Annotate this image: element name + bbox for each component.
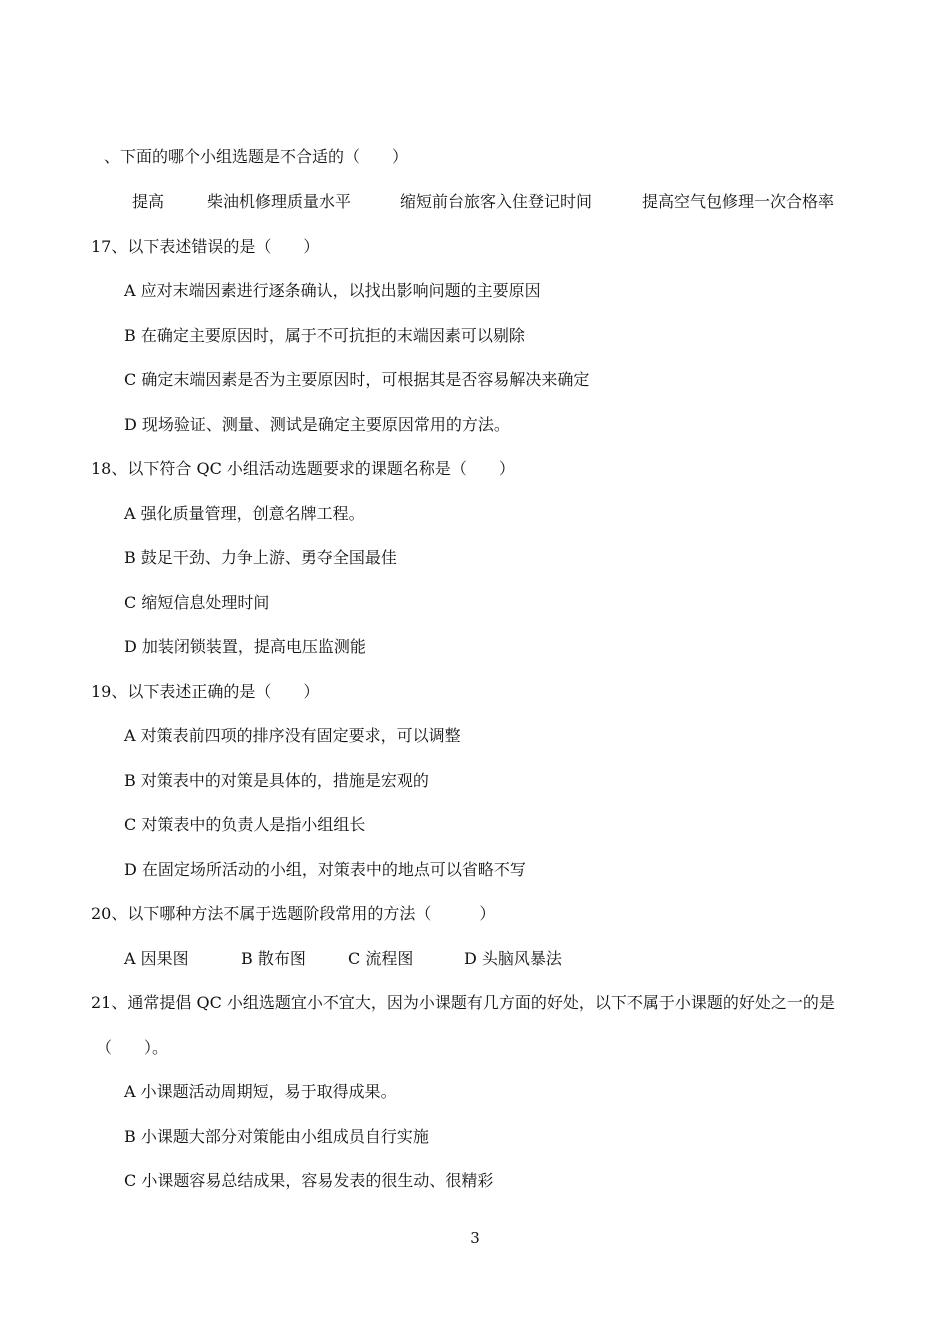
question-20-option-a: A 因果图 bbox=[124, 949, 189, 968]
question-21-option-c: C 小课题容易总结成果，容易发表的很生动、很精彩 bbox=[124, 1171, 494, 1190]
question-21-option-b: B 小课题大部分对策能由小组成员自行实施 bbox=[124, 1127, 429, 1146]
question-20-option-d: D 头脑风暴法 bbox=[464, 949, 562, 968]
question-17-option-a: A 应对末端因素进行逐条确认，以找出影响问题的主要原因 bbox=[124, 281, 541, 300]
question-16-options bbox=[132, 191, 852, 213]
question-19-option-b: B 对策表中的对策是具体的，措施是宏观的 bbox=[124, 771, 429, 790]
question-17-stem: 17、以下表述错误的是（ ） bbox=[91, 237, 320, 256]
question-18-option-a: A 强化质量管理，创意名牌工程。 bbox=[124, 504, 365, 523]
question-18-option-d: D 加装闭锁装置，提高电压监测能 bbox=[124, 637, 366, 656]
question-21-option-a: A 小课题活动周期短，易于取得成果。 bbox=[124, 1082, 397, 1101]
question-17-option-b: B 在确定主要原因时，属于不可抗拒的末端因素可以剔除 bbox=[124, 326, 525, 345]
page-number: 3 bbox=[470, 1229, 480, 1247]
question-20-option-b: B 散布图 bbox=[241, 949, 306, 968]
question-19-option-d: D 在固定场所活动的小组，对策表中的地点可以省略不写 bbox=[124, 860, 526, 879]
question-21-stem-continued: （ ）。 bbox=[96, 1038, 169, 1057]
question-20-option-c: C 流程图 bbox=[348, 949, 414, 968]
question-19-stem: 19、以下表述正确的是（ ） bbox=[91, 682, 320, 701]
question-19-option-c: C 对策表中的负责人是指小组组长 bbox=[124, 815, 366, 834]
question-16-option-4: 提高空气包修理一次合格率 bbox=[642, 192, 835, 211]
question-18-option-b: B 鼓足干劲、力争上游、勇夺全国最佳 bbox=[124, 548, 397, 567]
question-16-option-3: 缩短前台旅客入住登记时间 bbox=[400, 192, 593, 211]
question-16-stem: 、下面的哪个小组选题是不合适的（ ） bbox=[104, 147, 409, 166]
question-19-option-a: A 对策表前四项的排序没有固定要求，可以调整 bbox=[124, 726, 461, 745]
question-17-option-c: C 确定末端因素是否为主要原因时，可根据其是否容易解决来确定 bbox=[124, 370, 590, 389]
question-20-options bbox=[124, 948, 562, 970]
question-18-stem: 18、以下符合 QC 小组活动选题要求的课题名称是（ ） bbox=[91, 459, 515, 478]
question-16-option-2: 柴油机修理质量水平 bbox=[207, 192, 352, 211]
question-17-option-d: D 现场验证、测量、测试是确定主要原因常用的方法。 bbox=[124, 415, 510, 434]
question-21-stem: 21、通常提倡 QC 小组选题宜小不宜大，因为小课题有几方面的好处，以下不属于小课题的好处之一的是 bbox=[91, 993, 835, 1012]
question-20-stem: 20、以下哪种方法不属于选题阶段常用的方法（ ） bbox=[91, 904, 496, 923]
question-16-option-1: 提高 bbox=[132, 192, 165, 211]
question-18-option-c: C 缩短信息处理时间 bbox=[124, 593, 270, 612]
